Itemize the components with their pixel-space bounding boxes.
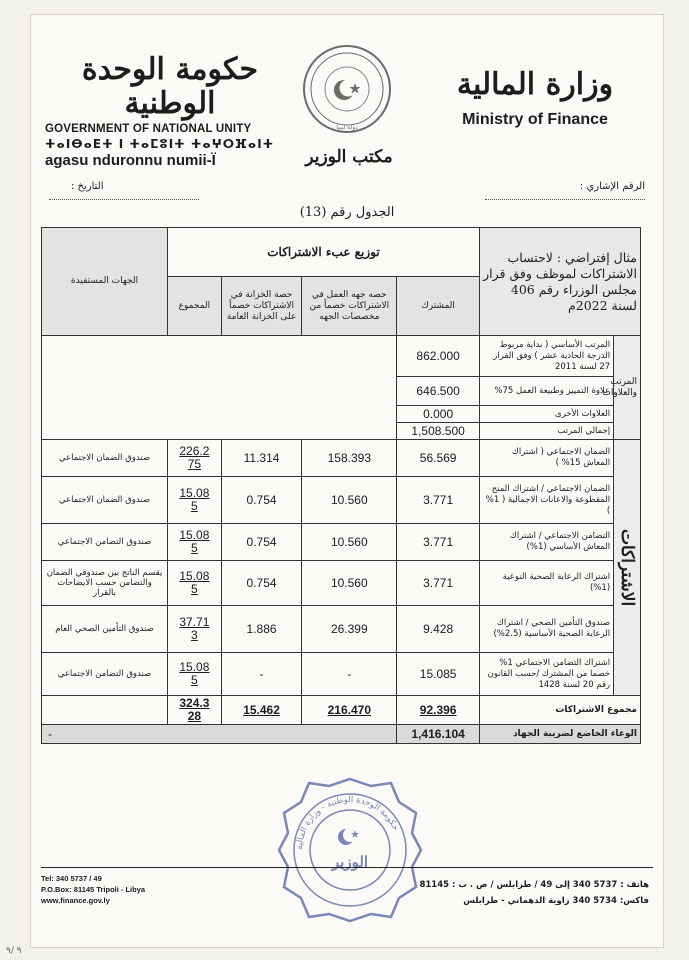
- ministry-name-arabic: وزارة المالية: [456, 67, 614, 102]
- footer-fax-arabic: فاكس: 5734 340 زاوية الدهماني - طرابلس: [463, 896, 649, 906]
- footer-contact-english: [41, 873, 145, 906]
- subscription-beneficiary: صندوق التضامن الاجتماعي: [42, 524, 168, 561]
- gov-name-amazigh: agasu nduronnu numii-Ï: [45, 152, 216, 169]
- subscription-total: [168, 653, 222, 696]
- distribution-title: توزيع عبء الاشتراكات: [168, 228, 480, 277]
- total-part-1: 37.71: [179, 615, 210, 629]
- footer-website-link[interactable]: www.finance.gov.ly: [41, 896, 110, 905]
- subscription-total: [168, 477, 222, 524]
- tax-base-row: [42, 725, 641, 744]
- subscription-subscriber: 56.569: [397, 440, 480, 477]
- total-part-2: 3: [191, 628, 198, 642]
- page-corner-mark: ٩ /٩: [6, 946, 22, 956]
- gov-name-arabic: حكومة الوحدة الوطنية: [81, 52, 259, 121]
- total-header: المجموع: [168, 277, 222, 336]
- subscription-total: [168, 561, 222, 606]
- date-label: التاريخ :: [71, 181, 104, 192]
- subscriptions-sum-row: [42, 696, 641, 725]
- tax-base-rest: -: [42, 725, 397, 744]
- subscription-row: [42, 524, 641, 561]
- total-part-1: 15.08: [179, 528, 210, 542]
- salary-row-subscriber: 1,508.500: [397, 423, 480, 440]
- subscription-beneficiary: صندوق الضمان الاجتماعي: [42, 477, 168, 524]
- sum-treasury: 15.462: [221, 696, 302, 725]
- sum-beneficiary-empty: [42, 696, 168, 725]
- salary-section-label: المرتب والعلاوات: [614, 336, 641, 440]
- subscription-treasury: 1.886: [221, 606, 302, 653]
- salary-row: [42, 336, 641, 377]
- salary-row-subscriber: 0.000: [397, 406, 480, 423]
- salary-blank-area: [42, 336, 397, 440]
- footer-contact-arabic: [419, 877, 649, 909]
- sum-total: [168, 696, 222, 725]
- subscription-treasury: 11.314: [221, 440, 302, 477]
- subscription-employer: 10.560: [302, 524, 397, 561]
- subscription-treasury: -: [221, 653, 302, 696]
- table-header-row-1: [42, 228, 641, 277]
- ministry-header: [435, 67, 635, 129]
- minister-office-title: مكتب الوزير: [305, 147, 393, 167]
- subscription-employer: 10.560: [302, 561, 397, 606]
- salary-row-label: المرتب الأساسي ( بداية مربوط الدرجة الحادية عشر ) وفق القرار 27 لسنة 2011: [479, 336, 613, 377]
- subscription-beneficiary: صندوق الضمان الاجتماعي: [42, 440, 168, 477]
- footer-phone-arabic: هاتف : 5737 340 إلى 49 / طرابلس / ص . ب : 81145: [419, 880, 649, 890]
- total-part-2: 75: [187, 457, 202, 471]
- total-part-1: 15.08: [179, 569, 210, 583]
- salary-row-label: علاوة التمييز وطبيعة العمل 75%: [479, 377, 613, 406]
- tax-base-label: الوعاء الخاضع لضريبة الجهاد: [479, 725, 640, 744]
- example-title: مثال إفتراضي : لاحتساب الاشتراكات لموظف وفق قرار مجلس الوزراء رقم 406 لسنة 2022م: [479, 228, 640, 336]
- subscription-beneficiary: يقسم الناتج بين صندوقي الضمان والتضامن حسب الايضاحات بالقرار: [42, 561, 168, 606]
- subscription-row: [42, 606, 641, 653]
- subscription-subscriber: 9.428: [397, 606, 480, 653]
- sum-label: مجموع الاشتراكات: [479, 696, 640, 725]
- gov-name-tifinagh: ⵜⴰⵏⴱⴰⴹⵜ ⵏ ⵜⴰⵎⵓⵏⵜ ⵜⴰⵖⵔⴼⴰⵏⵜ: [45, 137, 275, 151]
- subscription-label: اشتراك الرعاية الصحية النوعية (1%): [479, 561, 613, 606]
- subscription-employer: 10.560: [302, 477, 397, 524]
- subscription-total: [168, 524, 222, 561]
- table-title: الجدول رقم (13): [299, 205, 395, 220]
- gov-name-english: GOVERNMENT OF NATIONAL UNITY: [45, 123, 252, 135]
- subscription-subscriber: 3.771: [397, 561, 480, 606]
- ministry-stamp-seal: [275, 775, 425, 925]
- subscription-beneficiary: صندوق التضامن الاجتماعي: [42, 653, 168, 696]
- state-emblem-logo: [301, 43, 393, 135]
- salary-row-subscriber: 646.500: [397, 377, 480, 406]
- sum-subscriber: 92.396: [397, 696, 480, 725]
- letterhead-page: [30, 14, 664, 948]
- subscription-beneficiary: صندوق التأمين الصحي العام: [42, 606, 168, 653]
- subscription-treasury: 0.754: [221, 477, 302, 524]
- contributions-table: [41, 227, 641, 744]
- total-part-1: 15.08: [179, 660, 210, 674]
- reference-dotted-line: [485, 199, 645, 200]
- tax-base-subscriber: 1,416.104: [397, 725, 480, 744]
- subscription-row: [42, 440, 641, 477]
- total-part-2: 5: [191, 499, 198, 513]
- subscription-row: [42, 561, 641, 606]
- subscription-treasury: 0.754: [221, 561, 302, 606]
- subscription-row: [42, 653, 641, 696]
- footer-tel: Tel: 340 5737 / 49: [41, 874, 102, 883]
- total-part-2: 5: [191, 582, 198, 596]
- subscription-label: اشتراك التضامن الاجتماعي 1% خصما من المشترك /حسب القانون رقم 20 لسنة 1428: [479, 653, 613, 696]
- sum-employer: 216.470: [302, 696, 397, 725]
- footer-divider: [41, 867, 653, 868]
- subscriptions-section-label: الاشتراكات: [614, 440, 641, 696]
- stamp-ring-path-text: حكومة الوحدة الوطنية - وزارة المالية: [294, 794, 401, 851]
- total-part-1: 15.08: [179, 486, 210, 500]
- sum-total-part-1: 324.3: [179, 696, 210, 710]
- salary-row-label: العلاوات الأخرى: [479, 406, 613, 423]
- stamp-center-text: الوزير: [331, 853, 369, 871]
- subscription-label: الضمان الاجتماعي / اشتراك المنح المقطوعة والاعانات الاجمالية ( 1% ): [479, 477, 613, 524]
- sum-total-part-2: 28: [187, 709, 202, 723]
- ministry-name-english: Ministry of Finance: [462, 111, 608, 128]
- emblem-caption: دولة ليبيا: [336, 124, 358, 131]
- subscription-subscriber: 3.771: [397, 477, 480, 524]
- salary-row-label: إجمالي المرتب: [479, 423, 613, 440]
- subscription-treasury: 0.754: [221, 524, 302, 561]
- total-part-1: 226.2: [179, 444, 210, 458]
- total-part-2: 5: [191, 541, 198, 555]
- subscription-employer: -: [302, 653, 397, 696]
- salary-row-subscriber: 862.000: [397, 336, 480, 377]
- reference-number-label: الرقم الإشاري :: [579, 181, 645, 192]
- treasury-share-header: حصة الخزانة في الاشتراكات خصماً على الخزانة العامة: [221, 277, 302, 336]
- date-dotted-line: [49, 199, 199, 200]
- subscription-row: [42, 477, 641, 524]
- subscription-label: الضمان الاجتماعي ( اشتراك المعاش 15% ): [479, 440, 613, 477]
- subscription-total: [168, 606, 222, 653]
- subscriber-header: المشترك: [397, 277, 480, 336]
- employer-share-header: حصه جهه العمل في الاشتراكات خصماً من مخصصات الجهه: [302, 277, 397, 336]
- subscription-total: [168, 440, 222, 477]
- subscription-subscriber: 3.771: [397, 524, 480, 561]
- footer-pobox: P.O.Box: 81145 Tripoli - Libya: [41, 885, 146, 894]
- total-part-2: 5: [191, 673, 198, 687]
- beneficiary-header: الجهات المستفيدة: [42, 228, 168, 336]
- subscription-employer: 26.399: [302, 606, 397, 653]
- subscription-label: التضامن الاجتماعي / اشتراك المعاش الأساسي (1%): [479, 524, 613, 561]
- gov-header: [45, 53, 295, 169]
- subscription-label: صندوق التأمين الصحي / اشتراك الرعاية الصحية الأساسية (2.5%): [479, 606, 613, 653]
- subscription-subscriber: 15.085: [397, 653, 480, 696]
- subscription-employer: 158.393: [302, 440, 397, 477]
